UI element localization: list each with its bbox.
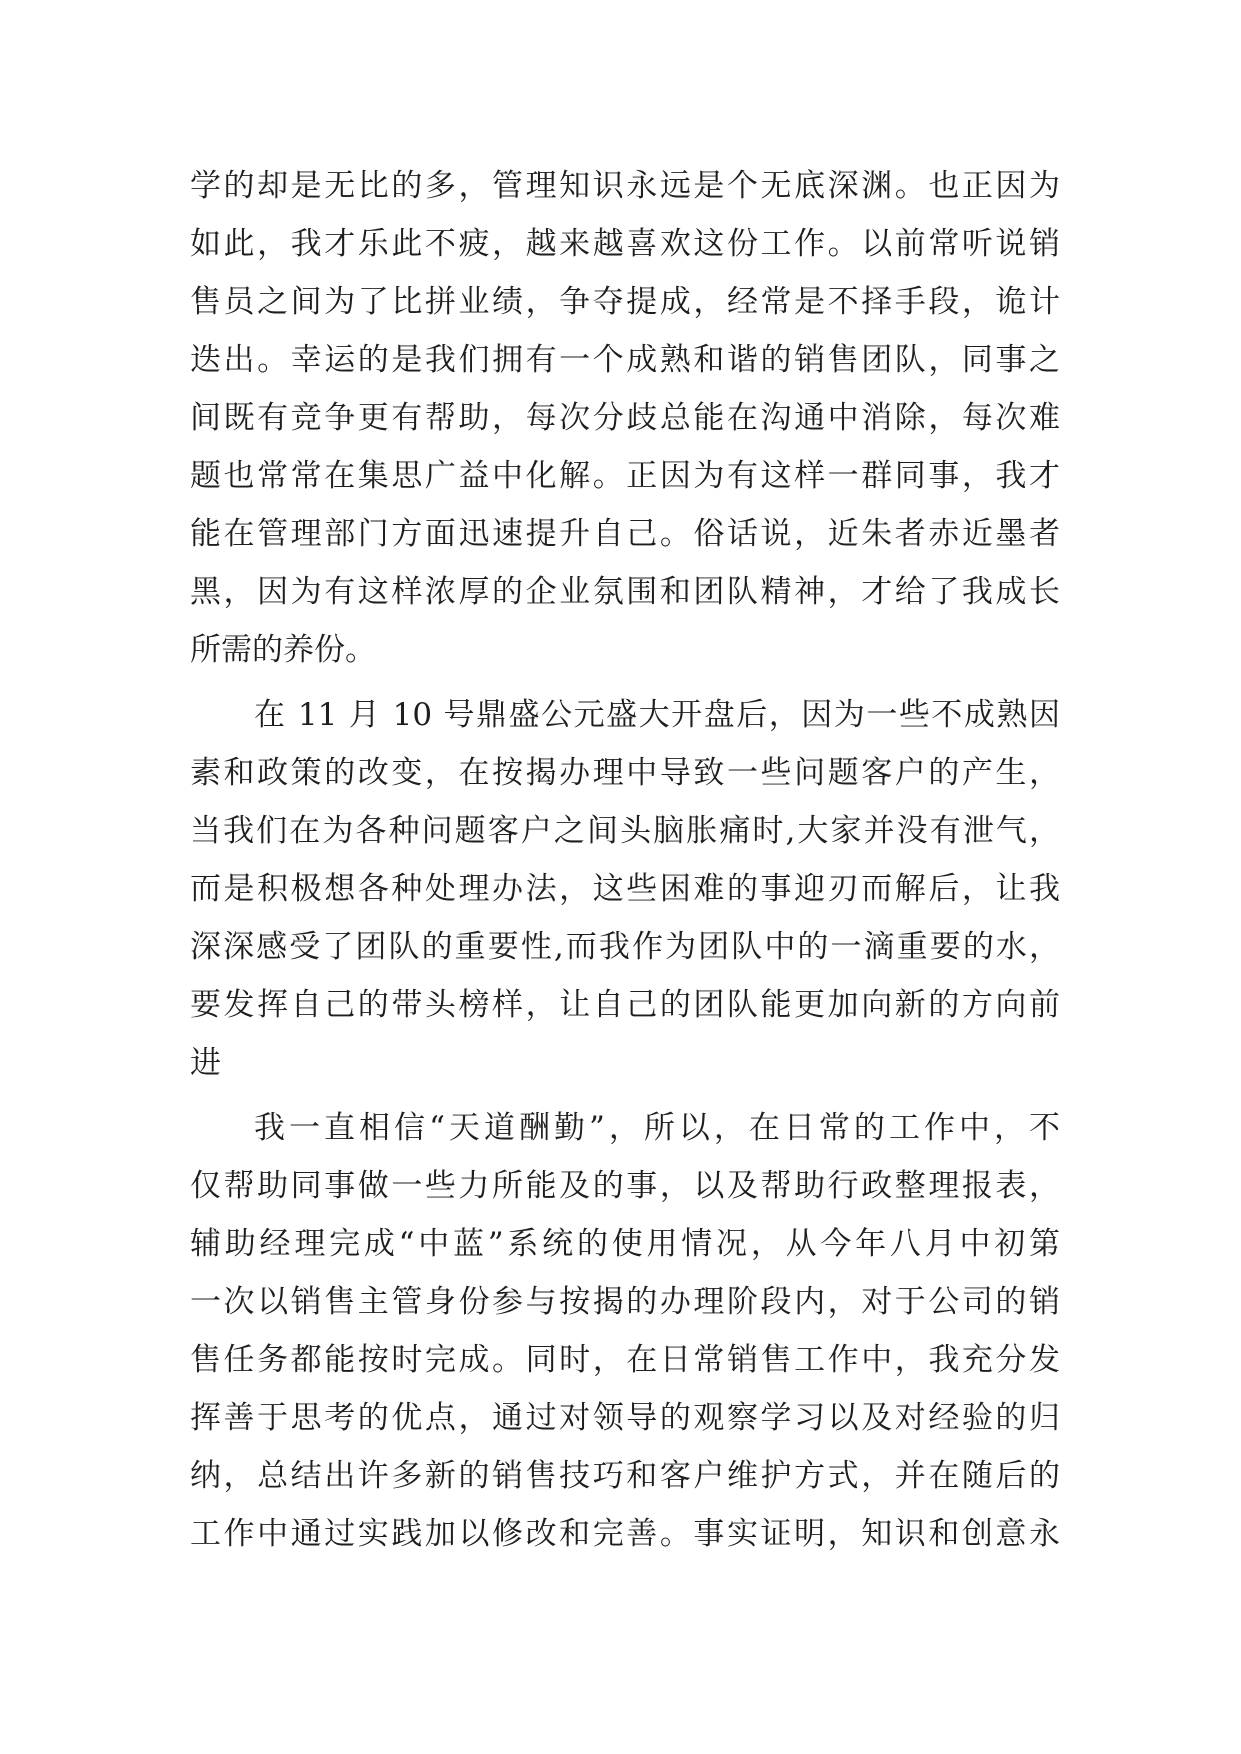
paragraph-3 bbox=[190, 1099, 1060, 1563]
text-line: 所需的养份。 bbox=[190, 632, 376, 668]
text-line: 纳，总结出许多新的销售技巧和客户维护方式，并在随后的 bbox=[190, 1458, 1060, 1494]
text-line: 售员之间为了比拼业绩，争夺提成，经常是不择手段，诡计 bbox=[190, 284, 1060, 320]
paragraph-spacer bbox=[190, 1092, 1060, 1099]
text-line: 题也常常在集思广益中化解。正因为有这样一群同事，我才 bbox=[190, 458, 1060, 494]
text-line: 我一直相信“天道酬勤”，所以，在日常的工作中，不 bbox=[254, 1110, 1060, 1146]
text-line: 仅帮助同事做一些力所能及的事，以及帮助行政整理报表， bbox=[190, 1168, 1060, 1204]
text-line: 当我们在为各种问题客户之间头脑胀痛时,大家并没有泄气， bbox=[190, 813, 1060, 849]
text-line: 黑，因为有这样浓厚的企业氛围和团队精神，才给了我成长 bbox=[190, 574, 1060, 610]
text-line: 素和政策的改变，在按揭办理中导致一些问题客户的产生， bbox=[190, 755, 1060, 791]
text-line: 能在管理部门方面迅速提升自己。俗话说，近朱者赤近墨者 bbox=[190, 516, 1060, 552]
text-line: 一次以销售主管身份参与按揭的办理阶段内，对于公司的销 bbox=[190, 1284, 1060, 1320]
text-line: 间既有竞争更有帮助，每次分歧总能在沟通中消除，每次难 bbox=[190, 400, 1060, 436]
text-line: 迭出。幸运的是我们拥有一个成熟和谐的销售团队，同事之 bbox=[190, 342, 1060, 378]
text-line: 辅助经理完成“中蓝”系统的使用情况，从今年八月中初第 bbox=[190, 1226, 1060, 1262]
text-line: 要发挥自己的带头榜样，让自己的团队能更加向新的方向前 bbox=[190, 987, 1060, 1023]
paragraph-1 bbox=[190, 157, 1060, 679]
document-body bbox=[190, 157, 1060, 1563]
text-line: 售任务都能按时完成。同时，在日常销售工作中，我充分发 bbox=[190, 1342, 1060, 1378]
text-line: 工作中通过实践加以修改和完善。事实证明，知识和创意永 bbox=[190, 1516, 1060, 1552]
text-line: 挥善于思考的优点，通过对领导的观察学习以及对经验的归 bbox=[190, 1400, 1060, 1436]
text-line: 学的却是无比的多，管理知识永远是个无底深渊。也正因为 bbox=[190, 168, 1060, 204]
paragraph-2 bbox=[190, 686, 1060, 1092]
text-line: 如此，我才乐此不疲，越来越喜欢这份工作。以前常听说销 bbox=[190, 226, 1060, 262]
text-line: 深深感受了团队的重要性,而我作为团队中的一滴重要的水， bbox=[190, 929, 1060, 965]
text-line: 而是积极想各种处理办法，这些困难的事迎刃而解后，让我 bbox=[190, 871, 1060, 907]
text-line: 进 bbox=[190, 1045, 221, 1081]
text-line: 在 11 月 10 号鼎盛公元盛大开盘后，因为一些不成熟因 bbox=[254, 697, 1060, 733]
paragraph-spacer bbox=[190, 679, 1060, 686]
